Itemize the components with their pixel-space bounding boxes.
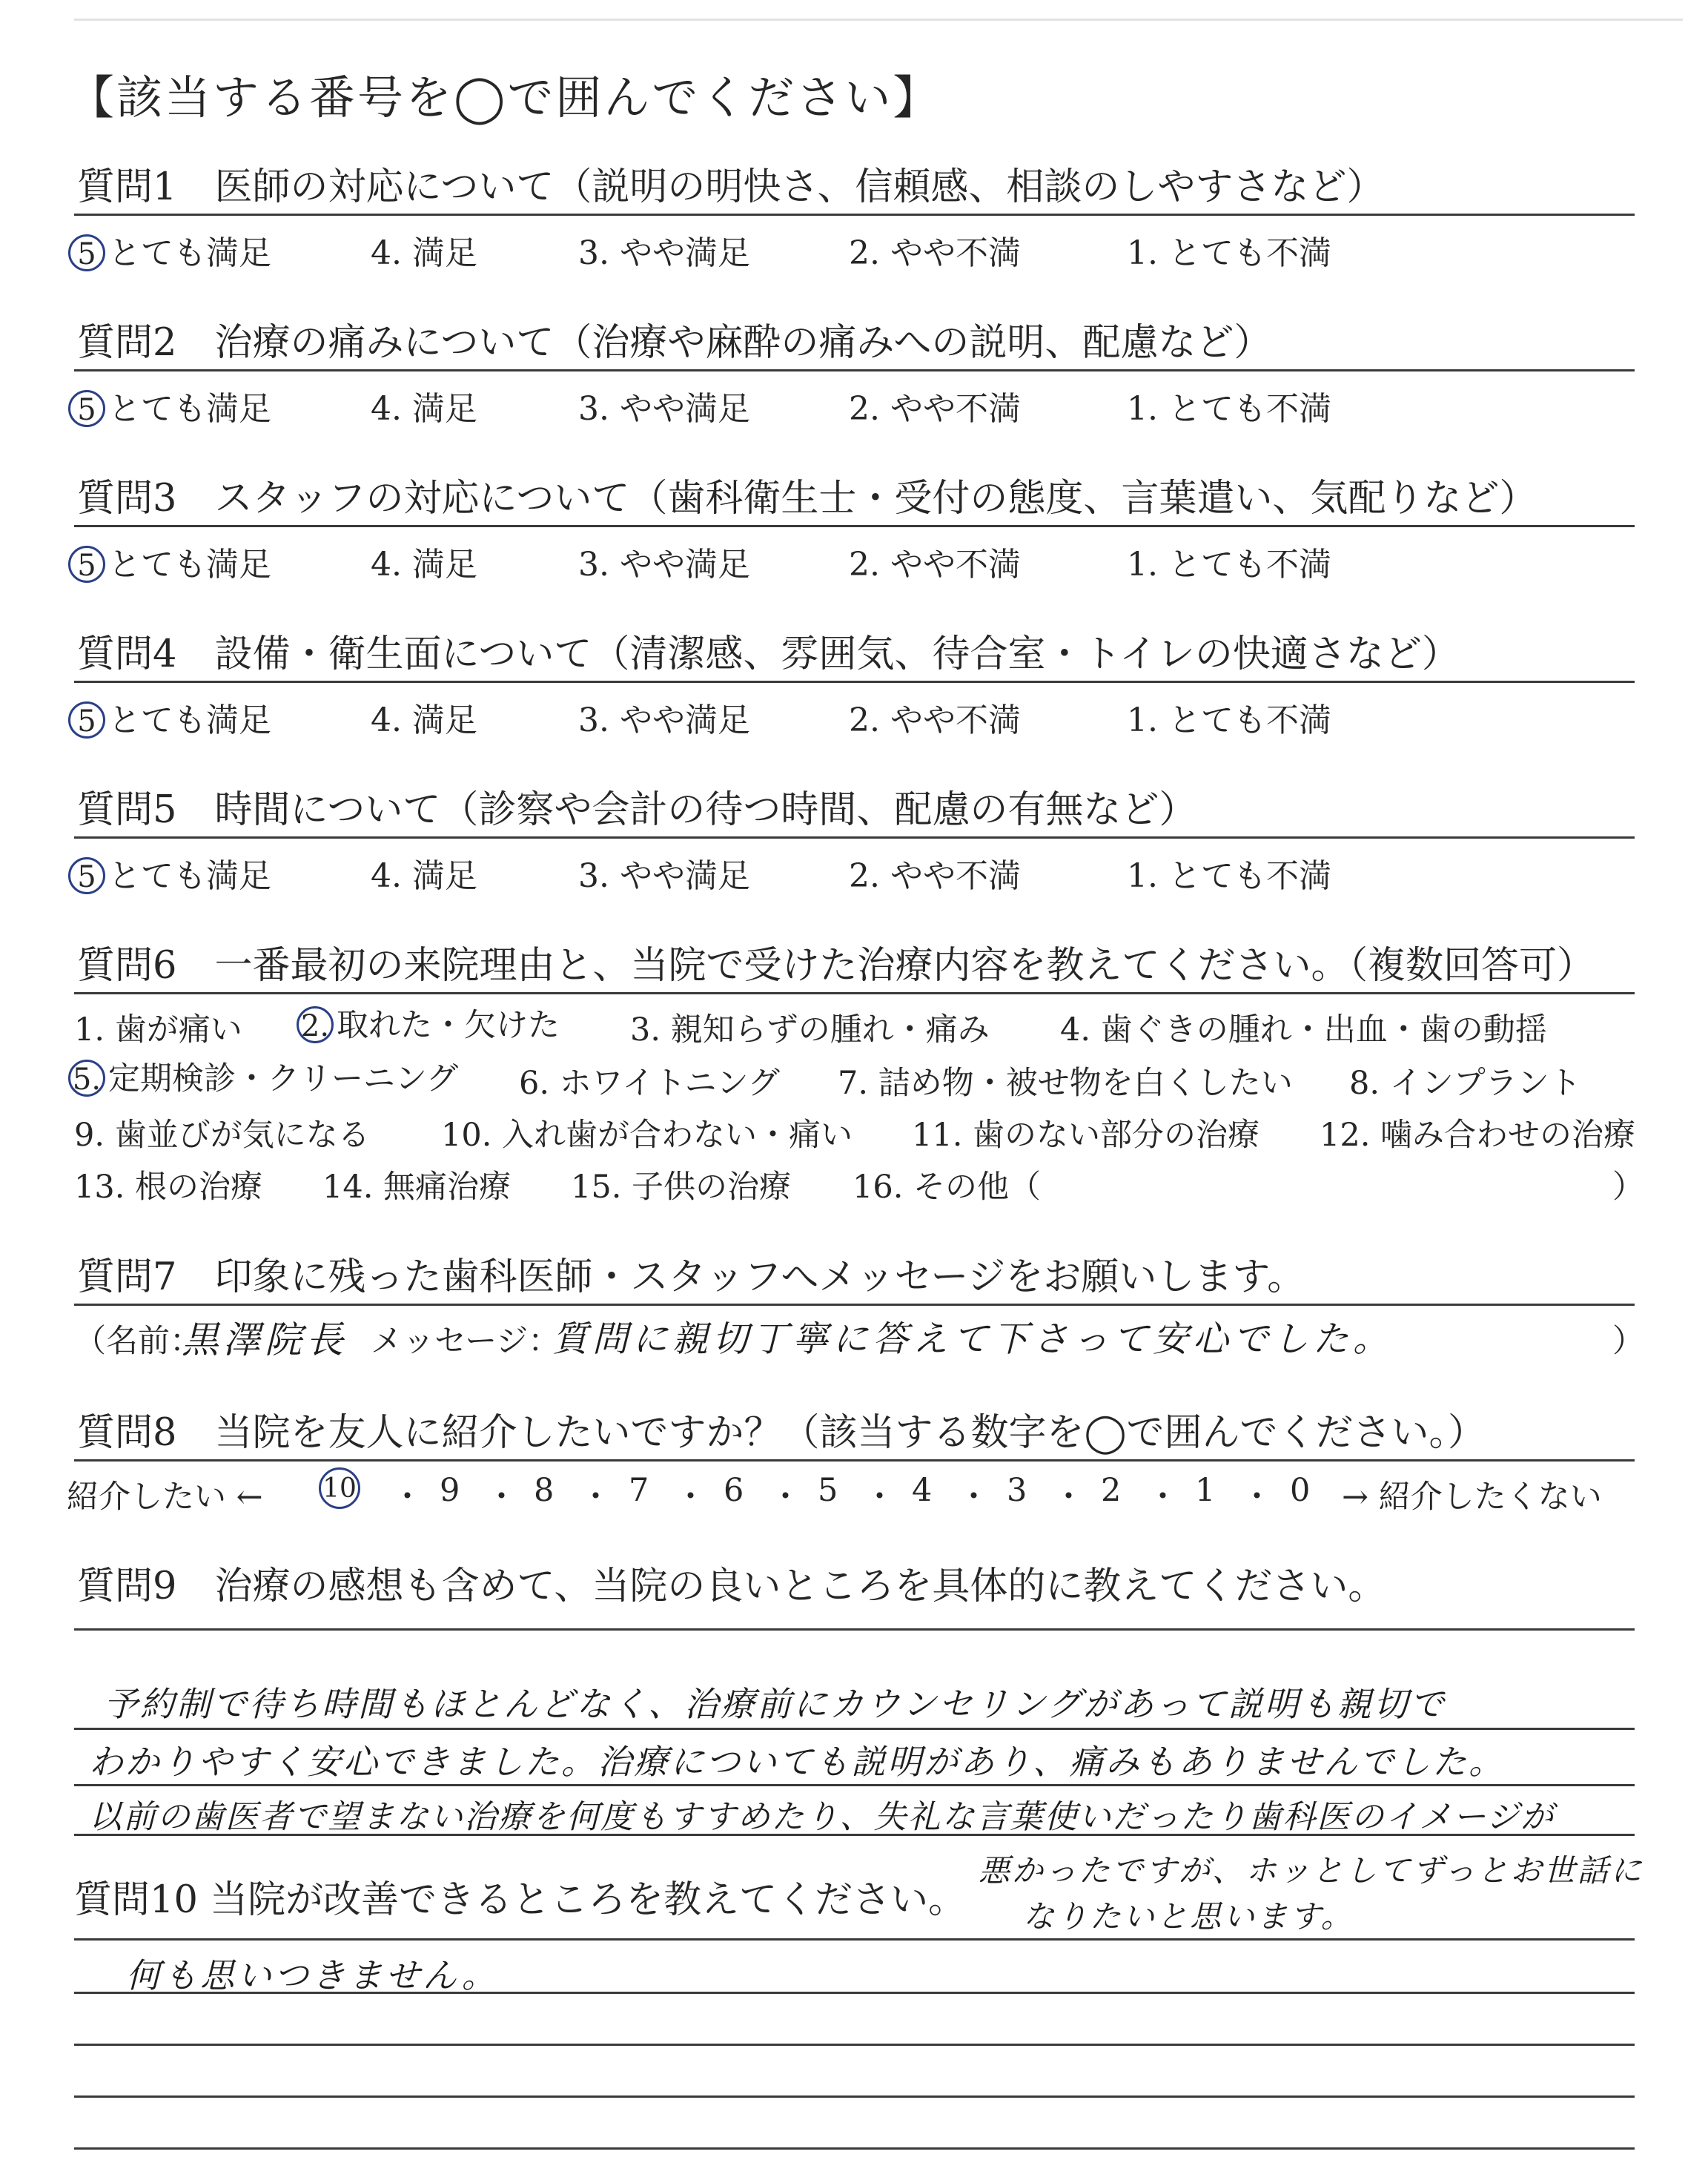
page-title: 【該当する番号を◯で囲んでください】 [68, 70, 941, 125]
option-4[interactable]: 4. 満足 [371, 546, 477, 584]
option-other[interactable]: 16. その他（ [853, 1169, 1042, 1206]
question-title: 質問8 当院を友人に紹介したいですか？（該当する数字を◯で囲んでください。） [74, 1407, 1635, 1462]
circle-mark: 2. [297, 1006, 334, 1043]
scale-dot: ・ [769, 1479, 801, 1516]
question-title: 質問1 医師の対応について（説明の明快さ、信頼感、相談のしやすさなど） [74, 162, 1635, 216]
circle-mark: 5 [68, 234, 105, 271]
question-4 [74, 629, 1635, 739]
question-title: 質問7 印象に残った歯科医師・スタッフへメッセージをお願いします。 [74, 1252, 1635, 1306]
option-2[interactable]: 2. やや不満 [849, 234, 1021, 272]
option-3[interactable]: 3. やや満足 [578, 857, 750, 895]
scale-dot: ・ [675, 1479, 706, 1516]
option-root-canal[interactable]: 13. 根の治療 [74, 1169, 263, 1206]
option-2[interactable]: 2. やや不満 [849, 546, 1021, 584]
scale-dot: ・ [580, 1479, 612, 1516]
option-1[interactable]: 1. とても不満 [1127, 857, 1331, 895]
option-1[interactable]: 1. とても不満 [1127, 701, 1331, 739]
top-border [74, 19, 1683, 21]
question-5 [74, 785, 1635, 895]
q9-answer-line-1[interactable]: 予約制で待ち時間もほとんどなく、治療前にカウンセリングがあって説明も親切で [104, 1684, 1446, 1724]
question-title: 質問6 一番最初の来院理由と、当院で受けた治療内容を教えてください。（複数回答可） [74, 940, 1635, 994]
scale-dot: ・ [864, 1479, 896, 1516]
option-1[interactable]: 1. とても不満 [1127, 546, 1331, 584]
option-dentures[interactable]: 10. 入れ歯が合わない・痛い [441, 1117, 853, 1154]
option-3[interactable]: 3. やや満足 [578, 234, 750, 272]
option-alignment[interactable]: 9. 歯並びが気になる [74, 1117, 370, 1154]
scale-dot: ・ [958, 1479, 990, 1516]
option-painless[interactable]: 14. 無痛治療 [322, 1169, 512, 1206]
rating-options [74, 683, 1635, 739]
question-title: 質問2 治療の痛みについて（治療や麻酔の痛みへの説明、配慮など） [74, 317, 1635, 371]
question-1 [74, 162, 1635, 272]
option-2[interactable]: 2. やや不満 [849, 701, 1021, 739]
option-checkup[interactable]: 5. 定期検診・クリーニング [68, 1054, 458, 1099]
message-value[interactable]: 質問に親切丁寧に答えて下さって安心でした。 [552, 1318, 1394, 1360]
question-title: 質問9 治療の感想も含めて、当院の良いところを具体的に教えてください。 [77, 1565, 1386, 1608]
q9-answer-line-4[interactable]: 悪かったですが、ホッとしてずっとお世話に [979, 1852, 1644, 1889]
circle-mark: 5 [68, 390, 105, 427]
answer-line [74, 1728, 1635, 1730]
rating-options [74, 839, 1635, 895]
scale-dot: ・ [391, 1479, 423, 1516]
name-label: （名前： [74, 1323, 202, 1360]
circle-mark: 5 [68, 701, 105, 739]
answer-line [74, 2095, 1635, 2098]
scale-0[interactable]: 0 [1290, 1472, 1311, 1509]
option-children[interactable]: 15. 子供の治療 [571, 1169, 792, 1206]
option-gum[interactable]: 4. 歯ぐきの腫れ・出血・歯の動揺 [1060, 1011, 1547, 1048]
option-3[interactable]: 3. やや満足 [578, 546, 750, 584]
question-10-title: 質問10 当院が改善できるところを教えてください。 [74, 1878, 967, 1922]
question-2 [74, 317, 1635, 428]
scale-dot: ・ [1147, 1479, 1179, 1516]
option-white-fillings[interactable]: 7. 詰め物・被せ物を白くしたい [838, 1065, 1293, 1102]
scale-9[interactable]: 9 [440, 1472, 460, 1509]
scale-4[interactable]: 4 [912, 1472, 933, 1509]
reason-options [72, 994, 1644, 1209]
scale-10[interactable] [319, 1467, 363, 1509]
answer-line [74, 2147, 1635, 2150]
circle-mark: 5. [68, 1060, 105, 1097]
rating-options [74, 527, 1635, 584]
option-2[interactable]: 2. やや不満 [849, 857, 1021, 895]
message-row [74, 1306, 1644, 1361]
option-5[interactable]: 5 とても満足 [68, 693, 271, 741]
scale-dot: ・ [1053, 1479, 1085, 1516]
scale-3[interactable]: 3 [1007, 1472, 1027, 1509]
q10-answer[interactable]: 何も思いつきません。 [126, 1955, 499, 1995]
option-implant[interactable]: 8. インプラント [1349, 1065, 1581, 1102]
question-3 [74, 473, 1635, 584]
question-title: 質問5 時間について（診察や会計の待つ時間、配慮の有無など） [74, 785, 1635, 839]
option-wisdom-tooth[interactable]: 3. 親知らずの腫れ・痛み [630, 1011, 990, 1048]
scale-6[interactable]: 6 [724, 1472, 744, 1509]
question-6 [72, 940, 1644, 1209]
option-bite[interactable]: 12. 噛み合わせの治療 [1320, 1117, 1636, 1154]
scale-left-label: 紹介したい ← [67, 1479, 263, 1516]
option-4[interactable]: 4. 満足 [371, 857, 477, 895]
scale-1[interactable]: 1 [1195, 1472, 1216, 1509]
answer-line [74, 1628, 1635, 1631]
question-title: 質問3 スタッフの対応について（歯科衛生士・受付の態度、言葉遣い、気配りなど） [74, 473, 1635, 527]
question-8 [67, 1407, 1635, 1516]
option-broken[interactable]: 2. 取れた・欠けた [297, 1000, 560, 1046]
question-title: 質問4 設備・衛生面について（清潔感、雰囲気、待合室・トイレの快適さなど） [74, 629, 1635, 683]
scale-dot: ・ [1241, 1479, 1273, 1516]
other-close-paren: ） [1612, 1169, 1644, 1206]
option-1[interactable]: 1. とても不満 [1127, 234, 1331, 272]
scale-7[interactable]: 7 [629, 1472, 649, 1509]
option-3[interactable]: 3. やや満足 [578, 701, 750, 739]
message-label: メッセージ： [371, 1323, 560, 1360]
option-4[interactable]: 4. 満足 [371, 234, 477, 272]
answer-line [74, 1784, 1635, 1786]
rating-options [74, 216, 1635, 272]
option-2[interactable]: 2. やや不満 [849, 390, 1021, 428]
option-4[interactable]: 4. 満足 [371, 701, 477, 739]
q9-answer-line-2[interactable]: わかりやすく安心できました。治療についても説明があり、痛みもありませんでした。 [89, 1742, 1506, 1782]
answer-line [74, 2044, 1635, 2046]
option-5[interactable]: 5 とても満足 [68, 538, 271, 585]
option-toothache[interactable]: 1. 歯が痛い [74, 1011, 242, 1048]
scale-dot: ・ [486, 1479, 517, 1516]
message-close-paren: ） [1612, 1323, 1644, 1360]
scale-8[interactable]: 8 [534, 1472, 555, 1509]
scale-right-label: → 紹介したくない [1342, 1479, 1602, 1516]
answer-line [74, 1938, 1635, 1941]
option-3[interactable]: 3. やや満足 [578, 390, 750, 428]
recommend-scale [67, 1462, 1635, 1516]
q9-answer-line-3[interactable]: 以前の歯医者で望まない治療を何度もすすめたり、失礼な言葉使いだったり歯科医のイメージが [89, 1798, 1555, 1836]
option-5[interactable]: 5 とても満足 [68, 382, 271, 429]
circle-mark: 5 [68, 857, 105, 894]
circle-mark: 5 [68, 546, 105, 583]
scale-5[interactable]: 5 [818, 1472, 838, 1509]
question-9 [74, 1561, 1635, 1613]
name-value[interactable]: 黒澤院長 [182, 1318, 348, 1361]
scale-2[interactable]: 2 [1101, 1472, 1122, 1509]
circle-mark: 10 [319, 1467, 360, 1509]
q9-answer-line-5[interactable]: なりたいと思います。 [1023, 1898, 1354, 1935]
question-7 [74, 1252, 1644, 1361]
option-1[interactable]: 1. とても不満 [1127, 390, 1331, 428]
option-4[interactable]: 4. 満足 [371, 390, 477, 428]
option-5[interactable]: 5 とても満足 [68, 849, 271, 896]
rating-options [74, 371, 1635, 428]
option-5[interactable]: 5 とても満足 [68, 226, 271, 274]
option-missing-teeth[interactable]: 11. 歯のない部分の治療 [912, 1117, 1260, 1154]
option-whitening[interactable]: 6. ホワイトニング [519, 1065, 780, 1102]
